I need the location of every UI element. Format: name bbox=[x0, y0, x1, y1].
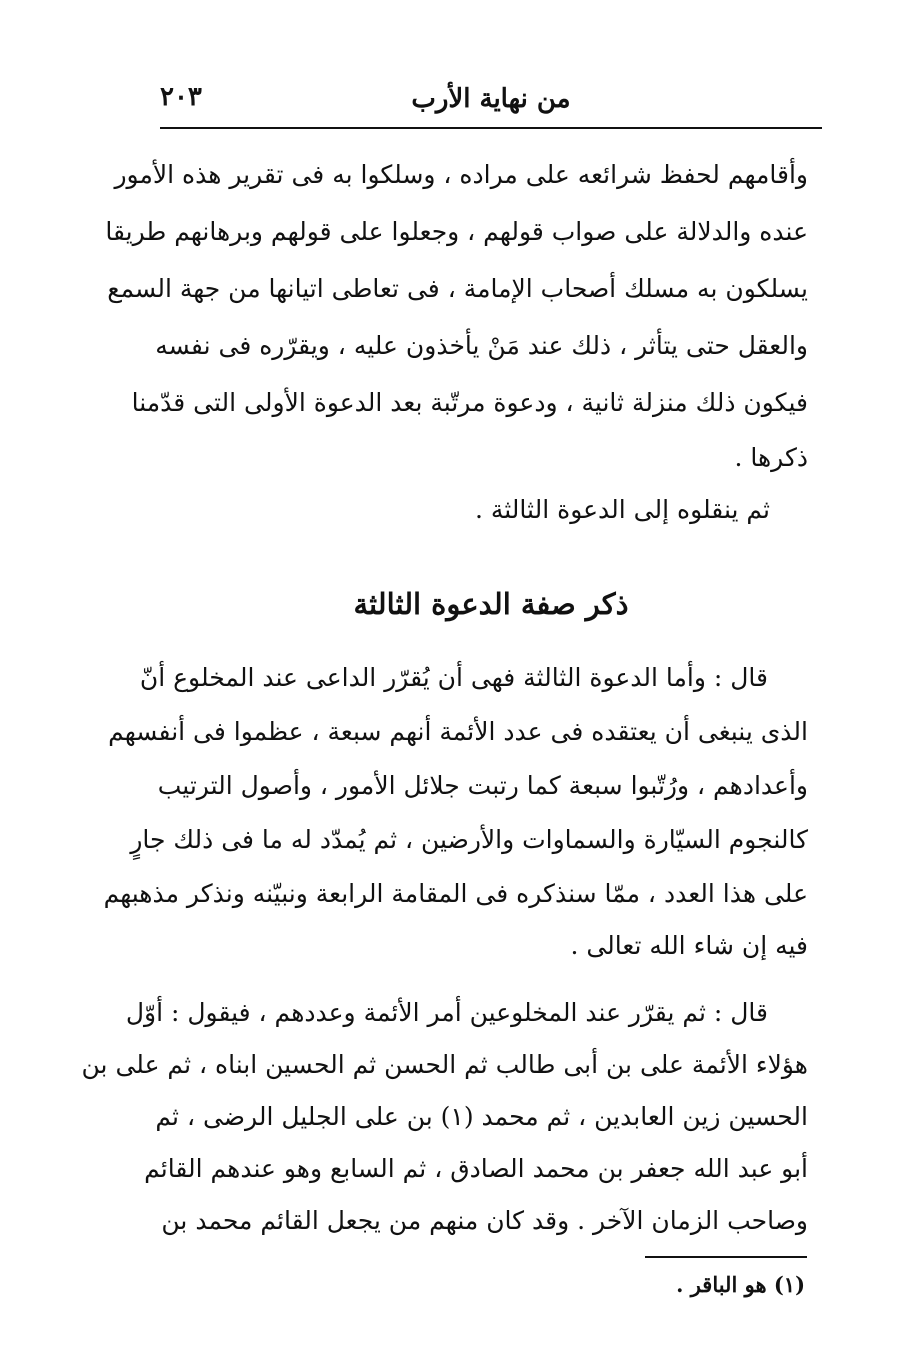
text-line: وصاحب الزمان الآخر . وقد كان منهم من يجعل القائم محمد بن bbox=[161, 1206, 808, 1235]
paragraph-1 bbox=[105, 155, 808, 472]
paragraph-4 bbox=[81, 993, 808, 1243]
page-number: ٢٠٣ bbox=[160, 82, 202, 112]
text-line: الحسين زين العابدين ، ثم محمد (١) بن على الجليل الرضى ، ثم bbox=[155, 1102, 808, 1131]
text-line: الذى ينبغى أن يعتقده فى عدد الأئمة أنهم سبعة ، عظموا فى أنفسهم bbox=[108, 717, 808, 746]
text-line: فيكون ذلك منزلة ثانية ، ودعوة مرتّبة بعد الدعوة الأولى التى قدّمنا bbox=[131, 388, 808, 417]
text-line: ذكرها . bbox=[734, 443, 808, 472]
footnote: (١) هو الباقر . bbox=[676, 1272, 805, 1297]
text-line: قال : ثم يقرّر عند المخلوعين أمر الأئمة وعددهم ، فيقول : أوّل bbox=[125, 998, 768, 1027]
paragraph-2 bbox=[300, 490, 770, 530]
text-line: على هذا العدد ، ممّا سنذكره فى المقامة الرابعة ونبيّنه ونذكر مذهبهم bbox=[103, 879, 808, 908]
text-line: وأعدادهم ، ورُتّبوا سبعة كما رتبت جلائل الأمور ، وأصول الترتيب bbox=[157, 771, 808, 800]
text-line: ثم ينقلوه إلى الدعوة الثالثة . bbox=[474, 495, 770, 524]
header-rule bbox=[160, 127, 822, 129]
text-line: يسلكون به مسلك أصحاب الإمامة ، فى تعاطى اتيانها من جهة السمع bbox=[107, 274, 808, 303]
text-line: عنده والدلالة على صواب قولهم ، وجعلوا على قولهم وبرهانهم طريقا bbox=[105, 217, 808, 246]
section-heading: ذكر صفة الدعوة الثالثة bbox=[353, 587, 629, 621]
text-line: أبو عبد الله جعفر بن محمد الصادق ، ثم السابع وهو عندهم القائم bbox=[144, 1154, 808, 1183]
text-line: هؤلاء الأئمة على بن أبى طالب ثم الحسن ثم الحسين ابناه ، ثم على بن bbox=[81, 1050, 808, 1079]
footnote-rule bbox=[645, 1256, 807, 1258]
text-line: قال : وأما الدعوة الثالثة فهى أن يُقرّر الداعى عند المخلوع أنّ bbox=[139, 663, 768, 692]
text-line: والعقل حتى يتأثر ، ذلك عند مَنْ يأخذون عليه ، ويقرّره فى نفسه bbox=[155, 331, 808, 360]
running-title: من نهاية الأرب bbox=[411, 84, 571, 114]
text-line: كالنجوم السيّارة والسماوات والأرضين ، ثم يُمدّد له ما فى ذلك جارٍ bbox=[130, 825, 808, 854]
page-header bbox=[160, 80, 822, 120]
text-line: فيه إن شاء الله تعالى . bbox=[570, 931, 808, 960]
paragraph-3 bbox=[103, 658, 808, 960]
text-line: وأقامهم لحفظ شرائعه على مراده ، وسلكوا به فى تقرير هذه الأمور bbox=[114, 160, 808, 189]
